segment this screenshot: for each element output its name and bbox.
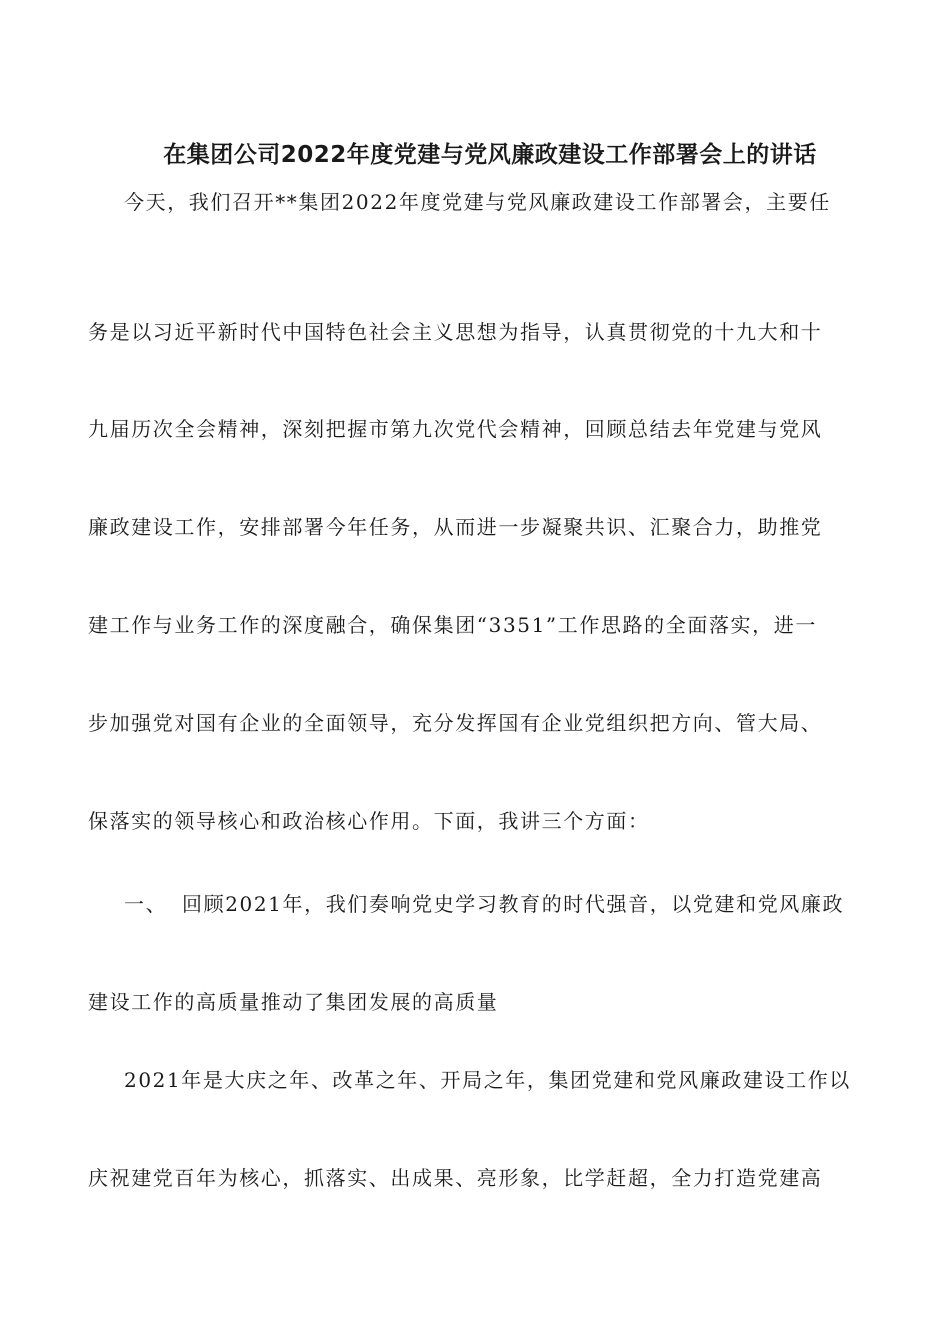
section-heading-text: 回顾2021年，我们奏响党史学习教育的时代强音，以党建和党风廉政: [182, 892, 845, 916]
section-heading-continued: 建设工作的高质量推动了集团发展的高质量: [88, 990, 499, 1014]
paragraph-line: 保落实的领导核心和政治核心作用。下面，我讲三个方面：: [88, 809, 650, 833]
paragraph-line: 2021年是大庆之年、改革之年、开局之年，集团党建和党风廉政建设工作以: [124, 1068, 851, 1092]
paragraph-line: 九届历次全会精神，深刻把握市第九次党代会精神，回顾总结去年党建与党风: [88, 417, 823, 441]
paragraph-line: 今天，我们召开**集团2022年度党建与党风廉政建设工作部署会，主要任: [124, 190, 831, 214]
paragraph-line: 廉政建设工作，安排部署今年任务，从而进一步凝聚共识、汇聚合力，助推党: [88, 515, 823, 539]
section-heading: [124, 884, 904, 924]
section-heading-number: 一、: [124, 892, 168, 916]
paragraph-line: 建工作与业务工作的深度融合，确保集团“3351”工作思路的全面落实，进一: [88, 613, 817, 637]
document-title: 在集团公司2022年度党建与党风廉政建设工作部署会上的讲话: [163, 142, 817, 168]
paragraph-line: 步加强党对国有企业的全面领导，充分发挥国有企业党组织把方向、管大局、: [88, 711, 823, 735]
paragraph-line: 务是以习近平新时代中国特色社会主义思想为指导，认真贯彻党的十九大和十: [88, 320, 823, 344]
paragraph-line: 庆祝建党百年为核心，抓落实、出成果、亮形象，比学赶超，全力打造党建高: [88, 1166, 823, 1190]
